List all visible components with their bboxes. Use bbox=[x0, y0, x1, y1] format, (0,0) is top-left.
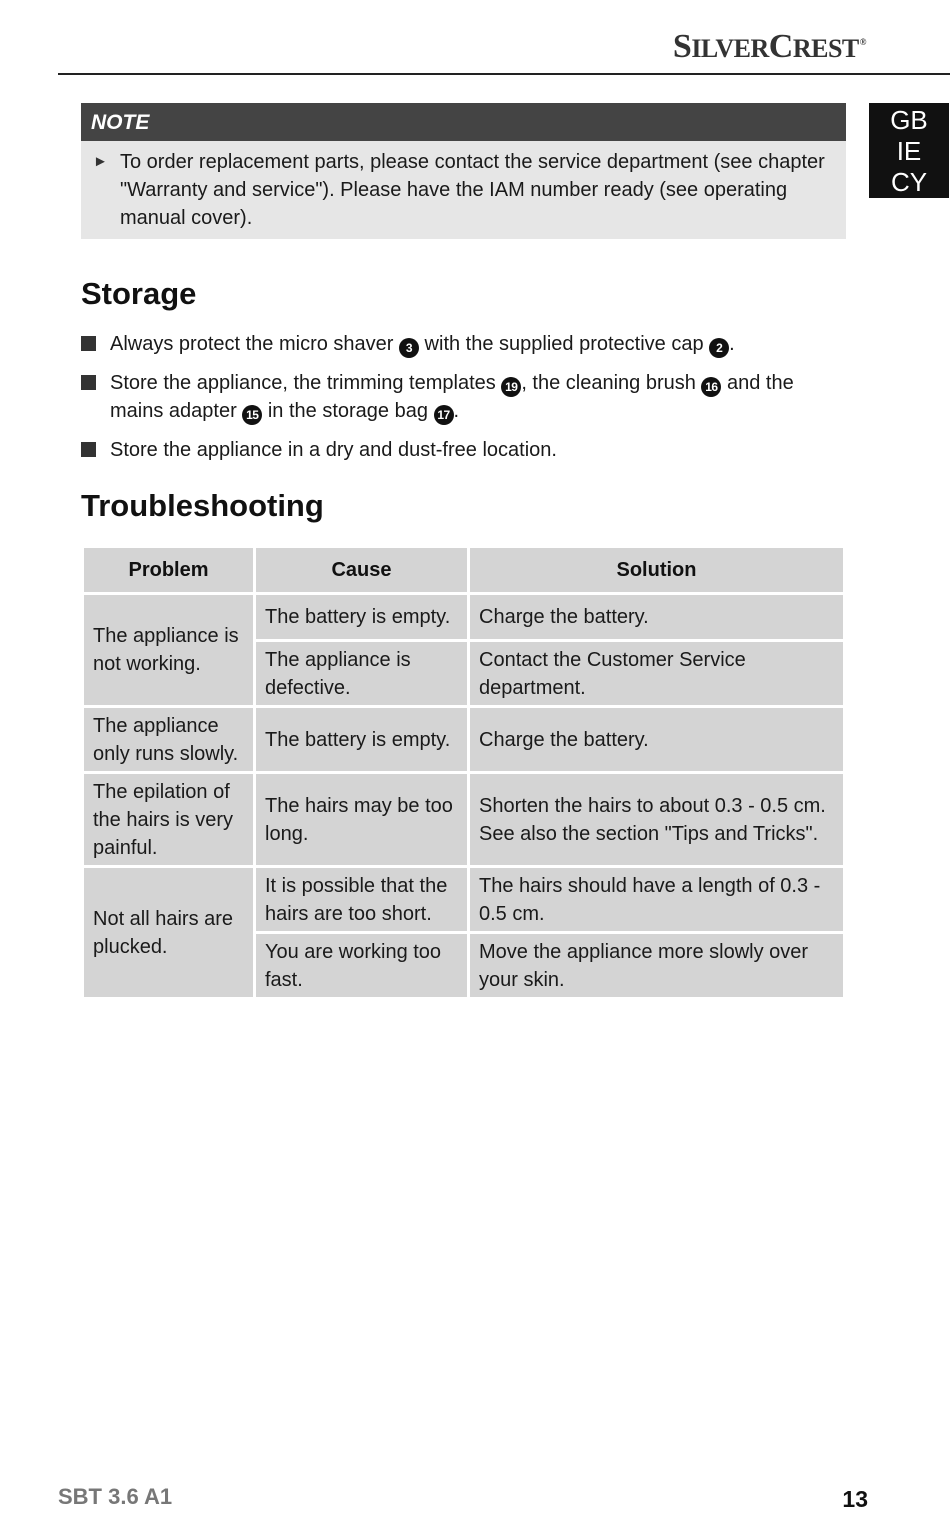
part-number-badge: 3 bbox=[399, 338, 419, 358]
list-item-text: Store the appliance, the trimming templates 19 , the cleaning brush 16 and the mains adapter 15 in the storage bag 17 . bbox=[110, 369, 841, 425]
problem-cell: The appliance only runs slowly. bbox=[83, 707, 255, 773]
cause-cell: The battery is empty. bbox=[255, 707, 469, 773]
square-bullet-icon bbox=[81, 436, 110, 464]
note-box bbox=[81, 103, 846, 239]
page-number: 13 bbox=[842, 1486, 868, 1512]
cause-cell: The battery is empty. bbox=[255, 594, 469, 641]
cause-cell: You are working too fast. bbox=[255, 933, 469, 999]
lang-gb: GB bbox=[890, 105, 928, 135]
solution-cell: Charge the battery. bbox=[469, 594, 845, 641]
cause-cell: The appliance is defective. bbox=[255, 641, 469, 707]
note-body bbox=[81, 141, 846, 239]
problem-cell: The appliance is not working. bbox=[83, 594, 255, 707]
troubleshooting-heading: Troubleshooting bbox=[81, 488, 324, 523]
storage-heading: Storage bbox=[81, 276, 197, 311]
list-item-text: Always protect the micro shaver 3 with the supplied protective cap 2 . bbox=[110, 330, 735, 358]
part-number-badge: 2 bbox=[709, 338, 729, 358]
solution-cell: Move the appliance more slowly over your skin. bbox=[469, 933, 845, 999]
part-number-badge: 19 bbox=[501, 377, 521, 397]
list-item-text: Store the appliance in a dry and dust-free location. bbox=[110, 439, 557, 461]
solution-cell: Shorten the hairs to about 0.3 - 0.5 cm. See also the section "Tips and Tricks". bbox=[469, 773, 845, 867]
language-tab bbox=[869, 103, 949, 198]
problem-cell: Not all hairs are plucked. bbox=[83, 867, 255, 999]
cause-cell: The hairs may be too long. bbox=[255, 773, 469, 867]
solution-cell: The hairs should have a length of 0.3 - 0.5 cm. bbox=[469, 867, 845, 933]
square-bullet-icon bbox=[81, 330, 110, 358]
solution-cell: Contact the Customer Service department. bbox=[469, 641, 845, 707]
solution-cell: Charge the battery. bbox=[469, 707, 845, 773]
list-item bbox=[81, 330, 841, 358]
list-item bbox=[81, 436, 841, 464]
arrow-right-icon: ► bbox=[93, 153, 108, 170]
part-number-badge: 17 bbox=[434, 405, 454, 425]
troubleshooting-table bbox=[81, 545, 846, 1000]
cause-cell: It is possible that the hairs are too short. bbox=[255, 867, 469, 933]
part-number-badge: 16 bbox=[701, 377, 721, 397]
table-row bbox=[83, 707, 845, 773]
lang-ie: IE bbox=[896, 136, 922, 166]
note-heading: NOTE bbox=[81, 103, 846, 141]
model-number: SBT 3.6 A1 bbox=[58, 1484, 173, 1509]
square-bullet-icon bbox=[81, 369, 110, 397]
brand-logo: SILVERCREST® bbox=[672, 28, 866, 65]
table-row bbox=[83, 773, 845, 867]
column-header-problem: Problem bbox=[83, 547, 255, 594]
list-item bbox=[81, 369, 841, 425]
table-row bbox=[83, 594, 845, 641]
storage-list bbox=[81, 330, 841, 475]
table-header-row bbox=[83, 547, 845, 594]
note-text: To order replacement parts, please contact the service department (see chapter "Warranty and service"). Please have the IAM number ready (see operating manual cover). bbox=[120, 151, 825, 229]
problem-cell: The epilation of the hairs is very painful. bbox=[83, 773, 255, 867]
column-header-solution: Solution bbox=[469, 547, 845, 594]
part-number-badge: 15 bbox=[242, 405, 262, 425]
column-header-cause: Cause bbox=[255, 547, 469, 594]
lang-cy: CY bbox=[890, 167, 928, 197]
header-rule bbox=[58, 73, 950, 75]
table-row bbox=[83, 867, 845, 933]
